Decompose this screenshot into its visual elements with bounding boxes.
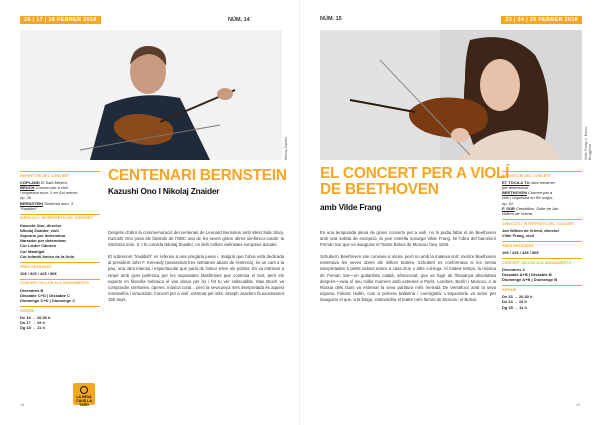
composer-name: BEETHOVEN [502,190,527,196]
photo-credit: Nikolaj Znaider [284,136,288,160]
work-title: "Kaddish" [20,205,38,211]
horaris-list [502,294,582,310]
composer-name: COPLAND [20,179,40,185]
work-title: op. 26 [20,195,32,201]
abonaments-list [502,267,582,283]
schedule-item: Ds 17 → 19 h [20,320,45,326]
performer-item: Kazushi Ono, director [20,222,62,228]
horaris-list [20,315,100,331]
date-bar: 23 | 24 | 25 FEBRER 2018 [501,16,582,24]
direccio-list [502,228,582,238]
composer-name: F. SOR [502,205,515,211]
title-line: DE BEETHOVEN [320,181,439,198]
clock-icon [80,386,88,394]
photo-credit: Vilde Frang © Marco Borggreve [584,126,592,160]
work-title: per determinar [502,184,529,190]
abonaments-heading: CONCERT INCLÒS ALS ABONAMENTS [20,279,100,287]
right-header [320,16,582,26]
performer-item: Narrador per determinar [20,238,67,244]
page-subtitle: amb Vilde Frang [320,202,382,212]
preus-heading: PREU ENTRADES [502,241,582,249]
paragraph: El sobrenom "Kaddish" es refereix a una pregària jueva i, malgrat que l'obra està dedicada al president John F. Kennedy (assassinat tres setmanes abans de l'estrena), és un cant a la pau, una obra intensa i espectacular que parla de l'amor entre els pobles. És va estrenar a Israel amb gran polèmica per les suposades blasfèmies que contenia el text, però els experts en filosofia hebraica el van donar per bo i fet tu ver indiscutible. Max Bruch va compondre simfonies, òperes, música coral... però la seva peça més interpretada és aquest meravellós i virtuosístic Concert per a violí, estrenat pel mític Joseph Joachim fa exactament 150 anys. [108,254,285,302]
repertori-item [20,206,100,211]
left-sidebar [20,168,100,331]
schedule-item: Ds 24 → 19 h [502,299,527,305]
violinist-photo [320,30,582,160]
abonaments-list [20,288,100,304]
page-title [320,166,510,198]
performer-item: Cor Lieder Càmera [20,243,56,249]
paragraph: En una temporada plena de grans concerts per a violí, no hi podia faltar el de Beethoven amb una solista de excepció, la jove estrella noruega Vilde Frang. Ni l'obra del barceloní Fernan Sor que va inaugurar el Teatre Bolxoi de Moscou l'any 1825. [320,230,496,248]
horaris-heading: HORARI [502,285,582,293]
right-sidebar [502,168,582,310]
work-title: violí i orquestra en Re major, [502,195,553,201]
page-subtitle: Kazushi Ono I Nikolaj Znaider [108,186,220,196]
direccio-heading: DIRECCIÓ I INTÈRPRETS DEL CONCERT [20,214,100,222]
composer-name: BRUCH [20,184,35,190]
schedule-item: Dg 25 → 11 h [502,304,527,310]
work-title: Cendrillon. Suite de Jan [514,205,559,211]
title-line: EL CONCERT PER A VIOLÍ [320,165,510,182]
article-body [320,230,496,309]
abonament-item: Dissabte A+B | Dissabte B [502,272,552,278]
work-title: Concert per a [526,190,553,196]
page-number: 18 [20,403,24,407]
preus-value: 10€ / 32€ / 42€ / 56€ [20,270,57,276]
work-title: El Saló Mèxico [39,179,68,185]
work-title: i orquestra núm. 1 en Sol menor, [20,190,79,196]
violinist-photo-illustration [20,30,282,160]
page-number: 19 [576,403,580,407]
schedule-item: Dv 16 → 20.30 h [20,314,51,320]
abonament-item: Divendres B [20,287,44,293]
composer-name: BERNSTEIN [20,200,44,206]
violinist-photo-illustration [320,30,582,160]
paragraph: Després d'obrir la commemoració del centenari de Leonard Bernstein amb West Side Story, Kazushi Ono posa als faristols de l'OBC una de les seves grans obres simfònico-corals: la Simfonia núm. 3. I hi convida Nikolaj Znaider, un dels millors violinistes europeus actuals. [108,230,284,248]
performer-item: Vilde Frang, violí [502,233,534,239]
schedule-item: Dg 18 → 11 h [20,325,45,331]
violinist-photo [20,30,282,160]
repertori-list [20,180,100,211]
performer-item: Nikolaj Znaider, violí [20,227,59,233]
performer-item: Cor Infantil Amics de la Unió [20,253,75,259]
work-title: Willem de Vriend [502,210,533,216]
article-body [108,230,284,309]
repertori-heading: REPERTORI DEL CONCERT [502,171,582,179]
left-header [20,16,250,26]
performer-item: Cor Madrigal [20,248,45,254]
work-title: op. 61 [502,200,514,206]
abonament-item: Dissabte C+D | Dissabte C [20,292,70,298]
direccio-heading: DIRECCIÓ I INTÈRPRETS DEL CONCERT [502,219,582,227]
performer-item: Soprano per determinar [20,233,66,239]
abonament-item: Diumenge A+B | Diumenge B [502,277,558,283]
issue-number: NÚM. 15 [320,16,342,22]
work-title: Concert per a violí [34,184,69,190]
performer-item: Jan Willem de Vriend, director [502,227,560,233]
work-title: obra encàrrec [529,179,556,185]
preus-value: 10€ / 32€ / 42€ / 56€ [502,249,539,255]
abonaments-heading: CONCERT INCLÒS ALS ABONAMENTS [502,258,582,266]
horaris-heading: HORARI [20,306,100,314]
composer-name: ET TOCA A TU [502,179,530,185]
repertori-item [502,211,582,216]
schedule-item: Dv 23 → 20.30 h [502,294,533,300]
right-page [300,0,600,425]
work-title: Simfonia núm. 3 [43,200,74,206]
repertori-list [502,180,582,216]
abonament-item: Divendres C [502,266,526,272]
abonament-item: Diumenge C+D | Diumenge C [20,298,76,304]
repertori-heading: REPERTORI DEL CONCERT [20,171,100,179]
page-title: CENTENARI BERNSTEIN [108,167,287,184]
badge-label: LA NEVA CAUS LA TARD [76,395,92,407]
preus-heading: PREU ENTRADES [20,262,100,270]
issue-number: NÚM. 14 [228,17,250,23]
date-bar: 16 | 17 | 18 FEBRER 2018 [20,16,101,24]
paragraph: Schubert i Beethoven van conviure a Viena, però no amb la mateixa sort: mentre Beethoven estrenava les seves obres als millors teatres, Schubert es conformava si les sentia interpretades a petits salons amics a casa d'un o altre col·lega. Al mateix temps, la música de Fernan Sor—un guitarrista català, afrancesat, que va fugir de l'Espanya absolutista després—vivia el seu millor moment amb estrenes a París, Londres, Berlín i Moscou. A la Rússia dels tsars va estrenar la seva partitura més reeixida De Ventafocs amb la seva esposa, Felicité Hullin, com a primera ballarina i coreògrafa. L'espectacle va servir per inaugurar el que, a la llarga, esdevindria el teatre més famós de Moscou: el Bolxoi. [320,254,496,302]
badge [73,383,95,405]
direccio-list [20,223,100,259]
